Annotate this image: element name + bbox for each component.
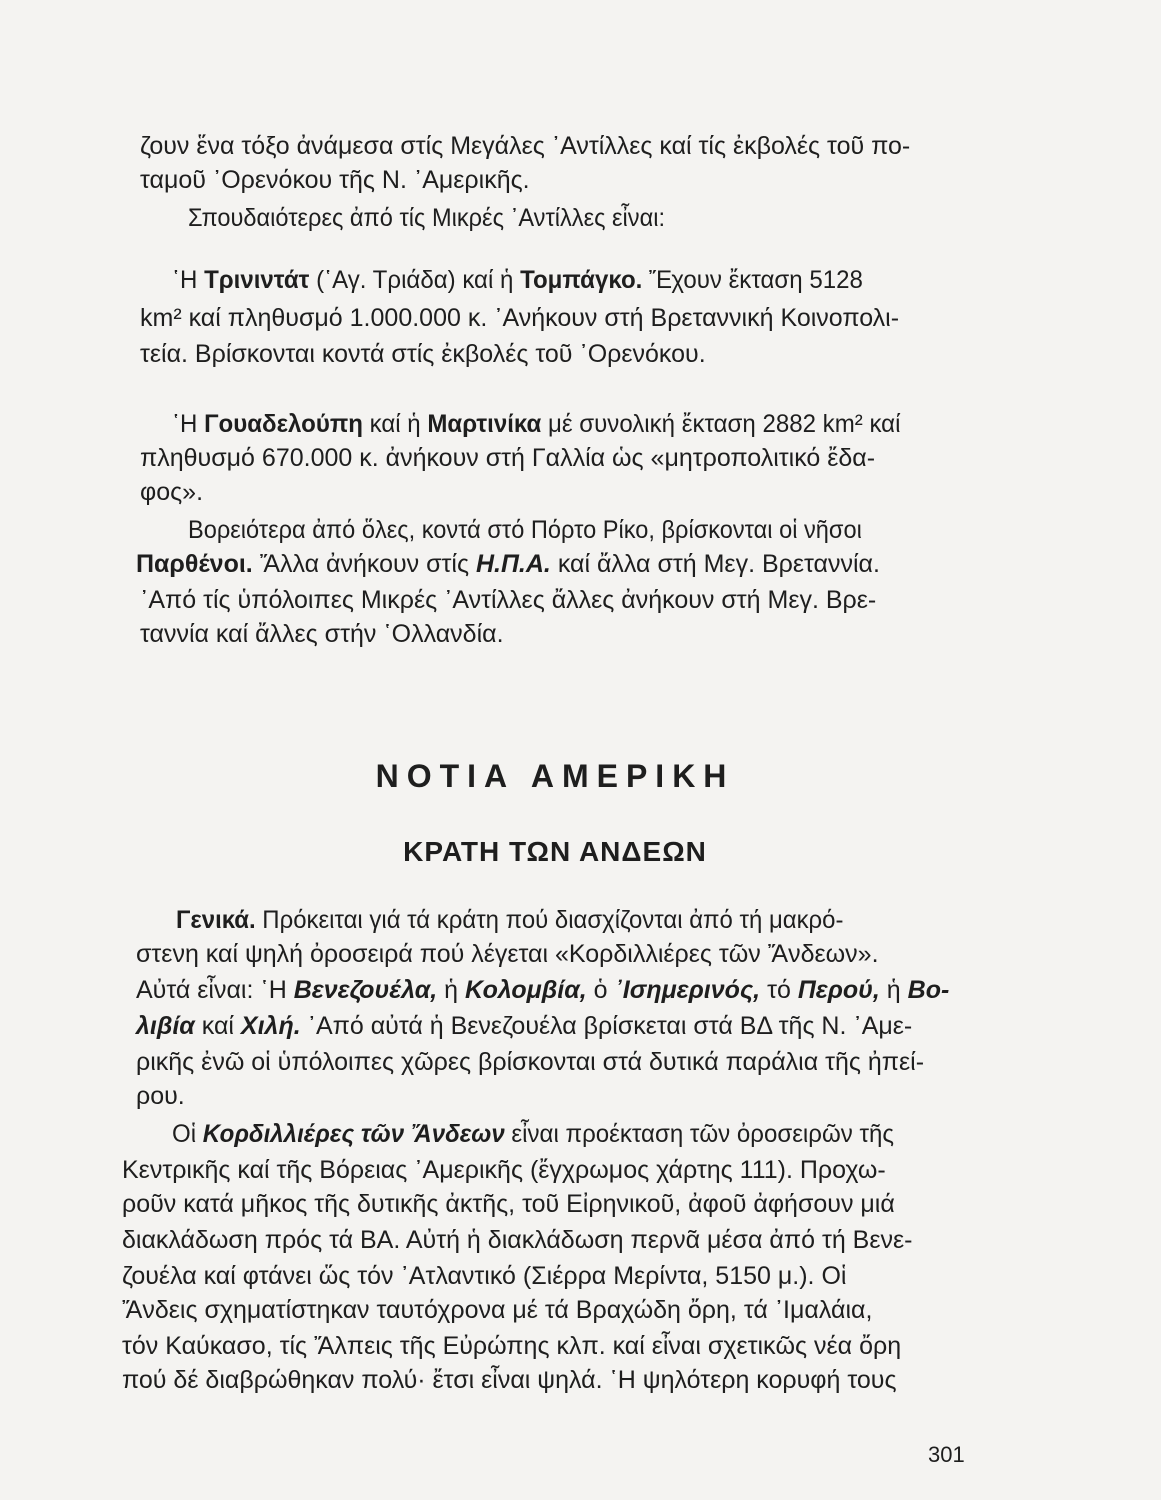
- tobago-name: Τομπάγκο.: [520, 266, 643, 294]
- text-line: πληθυσμό 670.000 κ. ἀνήκουν στή Γαλλία ὡς «μητροπολιτικό ἔδα-: [140, 444, 876, 472]
- text-line: Αὐτά εἶναι: ῾Η Βενεζουέλα, ἡ Κολομβία, ὁ ᾿Ισημερινός, τό Περού, ἡ Βο-: [136, 976, 950, 1004]
- text-line: ζουέλα καί φτάνει ὥς τόν ᾿Ατλαντικό (Σιέρρα Μερίντα, 5150 μ.). Οἱ: [122, 1262, 847, 1290]
- text-line: λιβία καί Χιλή. ᾿Από αὐτά ἡ Βενεζουέλα βρίσκεται στά ΒΔ τῆς Ν. ᾿Αμε-: [136, 1012, 913, 1040]
- text-line: ζουν ἕνα τόξο ἀνάμεσα στίς Μεγάλες ᾿Αντίλλες καί τίς ἐκβολές τοῦ πο-: [140, 132, 911, 160]
- text-line: τεία. Βρίσκονται κοντά στίς ἐκβολές τοῦ ᾿Ορενόκου.: [140, 340, 706, 368]
- text-line: τόν Καύκασο, τίς Ἄλπεις τῆς Εὐρώπης κλπ. καί εἶναι σχετικῶς νέα ὄρη: [122, 1332, 902, 1360]
- text-line: km² καί πληθυσμό 1.000.000 κ. ᾿Ανήκουν στή Βρεταννική Κοινοπολι-: [140, 304, 900, 332]
- guadeloupe-name: Γουαδελούπη: [204, 410, 363, 438]
- virgin-islands-name: Παρθένοι.: [136, 550, 253, 578]
- usa-abbr: Η.Π.Α.: [475, 550, 551, 578]
- text-line: Ἄνδεις σχηματίστηκαν ταυτόχρονα μέ τά Βραχώδη ὄρη, τά ᾿Ιμαλάια,: [122, 1296, 873, 1324]
- general-label: Γενικά.: [176, 906, 256, 934]
- text-line: στενη καί ψηλή ὀροσειρά πού λέγεται «Κορδιλλιέρες τῶν Ἄνδεων».: [136, 940, 879, 968]
- text-line: ροῦν κατά μῆκος τῆς δυτικῆς ἀκτῆς, τοῦ Εἰρηνικοῦ, ἀφοῦ ἀφήσουν μιά: [122, 1190, 895, 1218]
- text-line: Παρθένοι. Ἄλλα ἀνήκουν στίς Η.Π.Α. καί ἄλλα στή Μεγ. Βρεταννία.: [136, 550, 880, 578]
- text-line: ᾿Από τίς ὑπόλοιπες Μικρές ᾿Αντίλλες ἄλλες ἀνήκουν στή Μεγ. Βρε-: [140, 586, 877, 614]
- section-heading: ΚΡΑΤΗ ΤΩΝ ΑΝΔΕΩΝ: [403, 836, 707, 867]
- text-line: Γενικά. Πρόκειται γιά τά κράτη πού διασχίζονται ἀπό τή μακρό-: [176, 906, 844, 934]
- text-line: ταμοῦ ᾿Ορενόκου τῆς Ν. ᾿Αμερικῆς.: [140, 166, 530, 194]
- text-line: φος».: [140, 478, 204, 506]
- text-line: Κεντρικῆς καί τῆς Βόρειας ᾿Αμερικῆς (ἔγχρωμος χάρτης 111). Προχω-: [122, 1156, 886, 1184]
- andes-term: Κορδιλλιέρες τῶν Ἄνδεων: [202, 1120, 505, 1148]
- text-line: Σπουδαιότερες ἀπό τίς Μικρές ᾿Αντίλλες εἶναι:: [188, 204, 666, 232]
- text-line: Βορειότερα ἀπό ὅλες, κοντά στό Πόρτο Ρίκο, βρίσκονται οἱ νῆσοι: [188, 516, 862, 544]
- text-line: ρικῆς ἐνῶ οἱ ὑπόλοιπες χῶρες βρίσκονται στά δυτικά παράλια τῆς ἠπεί-: [136, 1048, 925, 1076]
- text-line: Οἱ Κορδιλλιέρες τῶν Ἄνδεων εἶναι προέκταση τῶν ὀροσειρῶν τῆς: [172, 1120, 894, 1148]
- text-line: ῾Η Γουαδελούπη καί ἡ Μαρτινίκα μέ συνολική ἔκταση 2882 km² καί: [172, 410, 901, 438]
- text-line: ρου.: [136, 1082, 185, 1110]
- text-line: ταννία καί ἄλλες στήν ῾Ολλανδία.: [140, 620, 504, 648]
- text-line: πού δέ διαβρώθηκαν πολύ· ἔτσι εἶναι ψηλά. ῾Η ψηλότερη κορυφή τους: [122, 1366, 897, 1394]
- text-line: διακλάδωση πρός τά ΒΑ. Αὐτή ἡ διακλάδωση περνᾶ μέσα ἀπό τή Βενε-: [122, 1226, 913, 1254]
- page-number: 301: [928, 1442, 965, 1467]
- continent-heading: ΝΟΤΙΑ ΑΜΕΡΙΚΗ: [375, 758, 735, 794]
- trinidad-name: Τρινιντάτ: [204, 266, 310, 294]
- martinique-name: Μαρτινίκα: [427, 410, 542, 438]
- text-line: ῾Η Τρινιντάτ (῾Αγ. Τριάδα) καί ἡ Τομπάγκο. Ἔχουν ἔκταση 5128: [172, 266, 863, 294]
